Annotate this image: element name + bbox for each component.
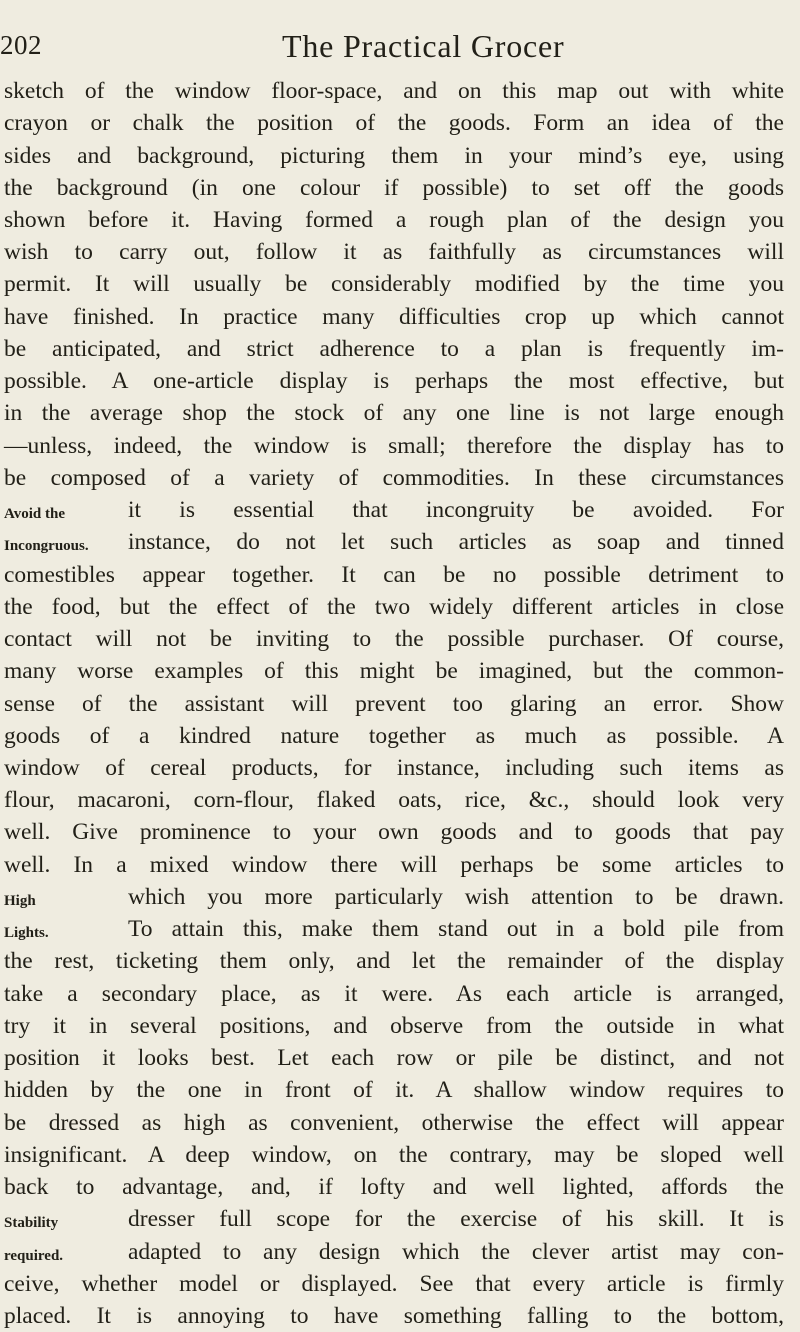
body-line: well. In a mixed window there will perhaps be some articles to [4, 851, 784, 878]
body-line: possible. A one-article display is perhaps the most effective, but [4, 368, 784, 395]
body-line: the rest, ticketing them only, and let the remainder of the display [4, 948, 784, 975]
body-line: adapted to any design which the clever artist may con- [128, 1238, 784, 1265]
body-line: have finished. In practice many difficulties crop up which cannot [4, 303, 784, 330]
margin-note-line: Avoid the [4, 506, 65, 523]
body-line: permit. It will usually be considerably modified by the time you [4, 271, 784, 298]
body-line: —unless, indeed, the window is small; therefore the display has to [4, 432, 784, 459]
margin-note-high-lights [4, 885, 49, 949]
body-line: To attain this, make them stand out in a bold pile from [128, 916, 784, 943]
body-line: sketch of the window floor-space, and on this map out with white [4, 78, 784, 104]
margin-note-stability-required [4, 1207, 63, 1271]
body-line: instance, do not let such articles as soap and tinned [128, 529, 784, 556]
body-line: window of cereal products, for instance, including such items as [4, 755, 784, 781]
body-line: shown before it. Having formed a rough plan of the design you [4, 206, 784, 233]
body-line: it is essential that incongruity be avoided. For [128, 497, 784, 524]
body-line: back to advantage, and, if lofty and well lighted, affords the [4, 1174, 784, 1201]
body-line: be anticipated, and strict adherence to a plan is frequently im- [4, 335, 784, 362]
body-line: the background (in one colour if possible) to set off the goods [4, 174, 784, 201]
body-line: many worse examples of this might be imagined, but the common- [4, 658, 784, 685]
body-line: contact will not be inviting to the possible purchaser. Of course, [4, 626, 784, 652]
body-line: sense of the assistant will prevent too glaring an error. Show [4, 690, 784, 717]
body-line: crayon or chalk the position of the goods. Form an idea of the [4, 110, 784, 137]
body-line: take a secondary place, as it were. As each article is arranged, [4, 980, 784, 1007]
body-line: comestibles appear together. It can be no possible detriment to [4, 561, 784, 588]
body-line: which you more particularly wish attention to be drawn. [128, 883, 784, 910]
margin-note-line: required. [4, 1247, 64, 1264]
body-line: ceive, whether model or displayed. See that every article is firmly [4, 1270, 784, 1297]
running-title: The Practical Grocer [282, 28, 565, 64]
body-line: insignificant. A deep window, on the contrary, may be sloped well [4, 1141, 784, 1168]
body-line: wish to carry out, follow it as faithfully as circumstances will [4, 239, 784, 266]
body-line: the food, but the effect of the two widely different articles in close [4, 593, 784, 620]
margin-note-line: Lights. [4, 925, 49, 942]
body-line: be composed of a variety of commodities. In these circumstances [4, 464, 784, 491]
margin-note-line: Incongruous. [4, 538, 89, 555]
margin-note-avoid-incongruous [4, 498, 89, 562]
body-line: try it in several positions, and observe from the outside in what [4, 1012, 784, 1039]
body-line: hidden by the one in front of it. A shallow window requires to [4, 1077, 784, 1104]
body-line: well. Give prominence to your own goods and to goods that pay [4, 819, 784, 846]
margin-note-line: High [4, 892, 36, 909]
body-line: in the average shop the stock of any one line is not large enough [4, 400, 784, 427]
body-line: sides and background, picturing them in your mind’s eye, using [4, 142, 784, 169]
body-line: goods of a kindred nature together as much as possible. A [4, 722, 784, 749]
body-line: position it looks best. Let each row or pile be distinct, and not [4, 1045, 784, 1072]
body-line: be dressed as high as convenient, otherwise the effect will appear [4, 1109, 784, 1136]
page-number: 202 [0, 30, 42, 60]
margin-note-line: Stability [4, 1215, 59, 1232]
body-line: placed. It is annoying to have something falling to the bottom, [4, 1303, 784, 1329]
body-line: dresser full scope for the exercise of his skill. It is [128, 1206, 784, 1233]
body-line: flour, macaroni, corn-flour, flaked oats, rice, &c., should look very [4, 787, 784, 814]
